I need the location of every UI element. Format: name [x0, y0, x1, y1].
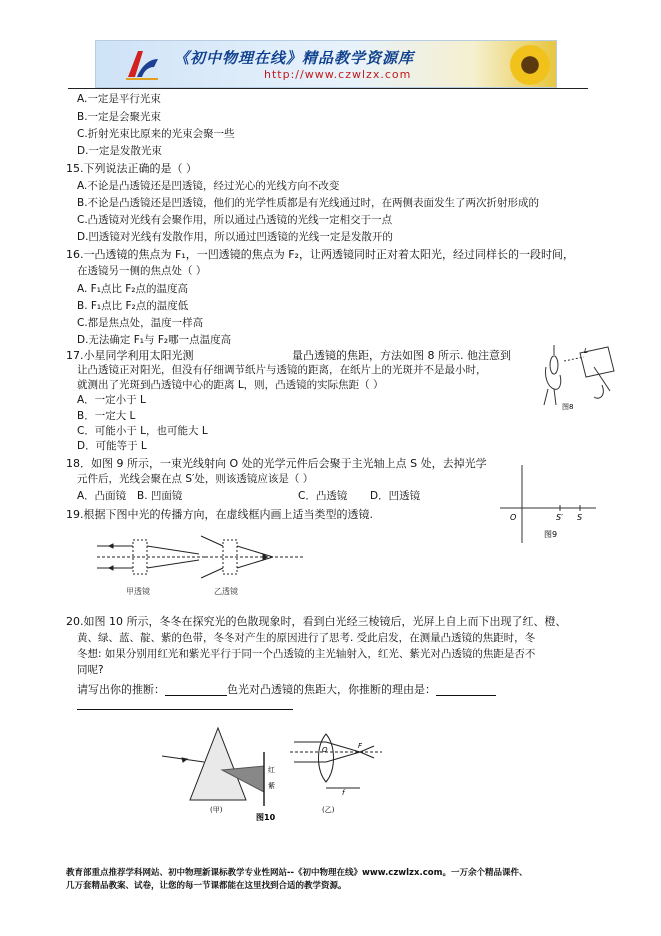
banner-title: 《初中物理在线》精品教学资源库 — [174, 49, 415, 67]
q18-stem-line1: 18．如图 9 所示，一束光线射向 O 处的光学元件后会聚于主光轴上点 S 处，去掉光学 — [66, 457, 487, 470]
q17-option-d: D．可能等于 L — [77, 440, 147, 452]
q20-reason-blank-1[interactable] — [436, 684, 496, 696]
fig10-label-f-point: F — [358, 742, 363, 750]
q18-option-d: D．凹透镜 — [370, 490, 421, 502]
q14-option-a: A.一定是平行光束 — [77, 93, 161, 105]
q19-caption-yi: 乙透镜 — [214, 587, 238, 596]
q17-option-a: A．一定小于 L — [77, 394, 146, 406]
q16-stem-line2: 在透镜另一侧的焦点处（ ） — [77, 265, 207, 277]
q20-line3: 冬想: 如果分别用红光和紫光平行于同一个凸透镜的主光轴射入，红光、紫光对凸透镜的焦距是否不 — [77, 648, 536, 660]
fig9-label-s-prime: S′ — [556, 513, 563, 522]
footer-line2: 几万套精品教案、试卷，让您的每一节课都能在这里找到合适的教学资源。 — [66, 881, 347, 891]
fig10-caption-yi: (乙) — [322, 806, 335, 814]
q14-option-d: D.一定是发散光束 — [77, 145, 162, 157]
q17-option-b: B．一定大 L — [77, 410, 136, 422]
q17-stem-line2: 让凸透镜正对阳光，但没有仔细调节纸片与透镜的距离，在纸片上的光斑并不是最小时， — [77, 364, 487, 376]
q15-stem: 15.下列说法正确的是（ ） — [66, 162, 197, 175]
footer-line1: 教育部重点推荐学科网站、初中物理新课标教学专业性网站--《初中物理在线》www.czwlzx.com。一万余个精品课件、 — [66, 868, 528, 878]
q18-option-b: B. 凹面镜 — [137, 490, 183, 502]
q20-answer-prompt-b: 色光对凸透镜的焦距大，你推断的理由是： — [227, 683, 436, 696]
q14-option-c: C.折射光束比原来的光束会聚一些 — [77, 128, 235, 140]
q16-option-d: D.无法确定 F₁与 F₂哪一点温度高 — [77, 334, 232, 346]
fig10-label-o: O — [322, 746, 328, 754]
q15-option-b: B.不论是凸透镜还是凹透镜，他们的光学性质都是有光线通过时，在两侧表面发生了两次折射形成的 — [77, 197, 540, 209]
figure-10-prism-lens — [160, 722, 390, 822]
figure-9-axis — [498, 463, 598, 543]
q20-reason-blank-2[interactable] — [77, 709, 293, 710]
sunflower-icon — [510, 45, 550, 85]
fig9-label-s: S — [577, 513, 583, 522]
header-rule — [68, 88, 588, 89]
q17-stem-line1b: 量凸透镜的焦距，方法如图 8 所示. 他注意到 — [292, 349, 511, 362]
fig10-caption-jia: (甲) — [210, 806, 223, 814]
q18-option-c: C．凸透镜 — [298, 490, 348, 502]
q20-answer-prompt-a: 请写出你的推断： — [77, 683, 165, 696]
q14-option-b: B.一定是会聚光束 — [77, 111, 162, 123]
q16-option-a: A. F₁点比 F₂点的温度高 — [77, 283, 189, 295]
fig9-caption: 图9 — [544, 530, 558, 539]
fig10-caption: 图10 — [256, 813, 276, 822]
q18-option-a: A．凸面镜 — [77, 490, 127, 502]
q15-option-a: A.不论是凸透镜还是凹透镜，经过光心的光线方向不改变 — [77, 180, 340, 192]
banner-url[interactable]: http://www.czwlzx.com — [264, 68, 412, 81]
fig8-caption: 图8 — [562, 403, 574, 411]
q20-line1: 20.如图 10 所示，冬冬在探究光的色散现象时，看到白光经三棱镜后，光屏上自上而下出现了红、橙、 — [66, 615, 567, 628]
q19-stem: 19.根据下图中光的传播方向，在虚线框内画上适当类型的透镜. — [66, 508, 373, 521]
q19-lens-diagrams — [95, 534, 305, 586]
site-logo-icon — [124, 47, 160, 81]
figure-8-sun-lens — [540, 343, 618, 415]
fig10-label-violet: 紫 — [268, 782, 275, 790]
q20-line4: 同呢? — [77, 664, 104, 676]
header-banner — [95, 40, 557, 88]
q19-caption-jia: 甲透镜 — [126, 587, 150, 596]
q16-stem-line1: 16.一凸透镜的焦点为 F₁，一凹透镜的焦点为 F₂，让两透镜同时正对着太阳光，经过同样长的一段时间， — [66, 248, 574, 261]
q15-option-c: C.凸透镜对光线有会聚作用，所以通过凸透镜的光线一定相交于一点 — [77, 214, 393, 226]
q17-option-c: C．可能小于 L，也可能大 L — [77, 425, 208, 437]
fig9-label-o: O — [510, 513, 517, 522]
q17-stem-line3: 就测出了光斑到凸透镜中心的距离 L，则，凸透镜的实际焦距（ ） — [77, 379, 384, 391]
q17-stem-line1a: 17.小星同学利用太阳光测 — [66, 349, 194, 362]
fig10-label-f-length: f — [342, 789, 345, 797]
q15-option-d: D.凹透镜对光线有发散作用，所以通过凹透镜的光线一定是发散开的 — [77, 231, 393, 243]
q16-option-b: B. F₁点比 F₂点的温度低 — [77, 300, 189, 312]
q20-line2: 黄、绿、蓝、靛、紫的色带，冬冬对产生的原因进行了思考. 受此启发，在测量凸透镜的焦距时，冬 — [77, 632, 536, 644]
q18-stem-line2: 元件后，光线会聚在点 S′处，则该透镜应该是（ ） — [77, 473, 314, 485]
q16-option-c: C.都是焦点处，温度一样高 — [77, 317, 204, 329]
fig8-label-l: L — [584, 347, 588, 355]
fig10-label-red: 红 — [268, 766, 275, 774]
q20-answer-line — [77, 683, 496, 696]
q20-color-blank[interactable] — [165, 684, 227, 696]
